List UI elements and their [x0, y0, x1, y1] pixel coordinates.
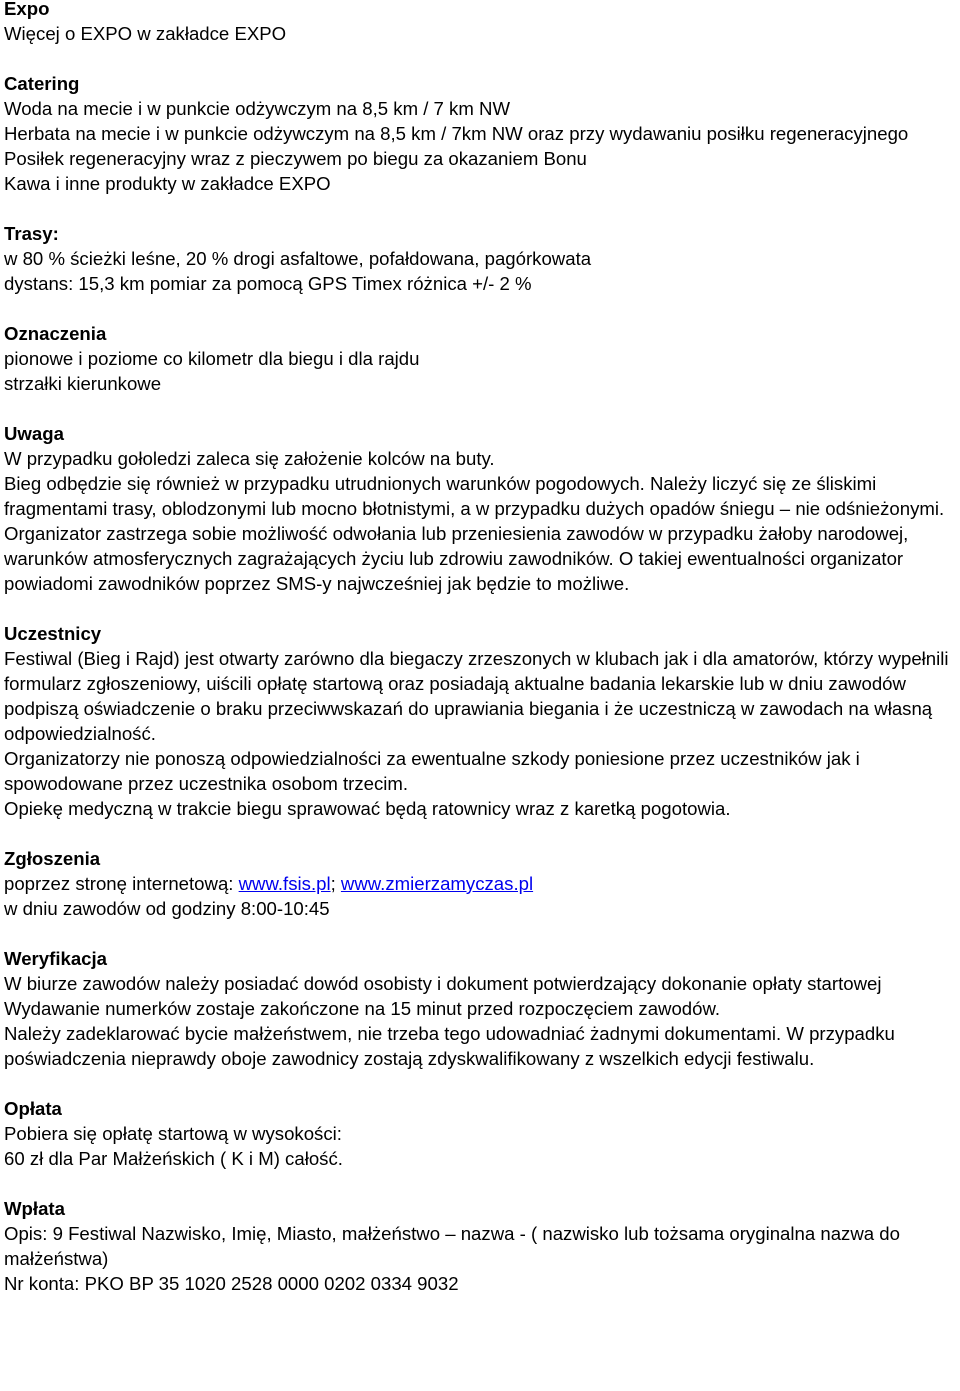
section-heading-trasy: Trasy:	[4, 223, 59, 244]
oznaczenia-line: pionowe i poziome co kilometr dla biegu i dla rajdu	[4, 348, 420, 369]
wplata-paragraph: Opis: 9 Festiwal Nazwisko, Imię, Miasto, małżeństwo – nazwa - ( nazwisko lub tożsama oryginalna nazwa do małżeństwa)	[4, 1223, 900, 1269]
uwaga-paragraph: W przypadku gołoledzi zaleca się założenie kolców na buty.	[4, 448, 495, 469]
section-trasy	[4, 221, 959, 296]
weryfikacja-paragraph: Należy zadeklarować bycie małżeństwem, nie trzeba tego udowadniać żadnymi dokumentami. W przypadku poświadczenia nieprawdy oboje zawodnicy zostają zdyskwalifikowany z wszelkich edycji festiwalu.	[4, 1023, 895, 1069]
section-expo	[4, 0, 959, 46]
section-heading-wplata: Wpłata	[4, 1198, 65, 1219]
section-uwaga	[4, 421, 959, 596]
weryfikacja-paragraph: W biurze zawodów należy posiadać dowód osobisty i dokument potwierdzający dokonanie opłaty startowej Wydawanie numerków zostaje zakończone na 15 minut przed rozpoczęciem zawodów.	[4, 973, 882, 1019]
catering-line: Posiłek regeneracyjny wraz z pieczywem po biegu za okazaniem Bonu	[4, 148, 587, 169]
link-separator: ;	[330, 873, 341, 894]
account-number: Nr konta: PKO BP 35 1020 2528 0000 0202 0334 9032	[4, 1273, 459, 1294]
section-heading-expo: Expo	[4, 0, 50, 19]
oplata-line: 60 zł dla Par Małżeńskich ( K i M) całość.	[4, 1148, 343, 1169]
section-heading-weryfikacja: Weryfikacja	[4, 948, 108, 969]
section-oznaczenia	[4, 321, 959, 396]
uwaga-paragraph: Bieg odbędzie się również w przypadku utrudnionych warunków pogodowych. Należy liczyć się ze śliskimi fragmentami trasy, oblodzonymi lub mocno błotnistymi, a w przypadku dużych opadów śniegu – nie odśnieżonymi.	[4, 473, 945, 519]
zmierzamyczas-link[interactable]: www.zmierzamyczas.pl	[340, 873, 534, 894]
section-uczestnicy	[4, 621, 959, 821]
section-heading-zgloszenia: Zgłoszenia	[4, 848, 101, 869]
catering-line: Kawa i inne produkty w zakładce EXPO	[4, 173, 331, 194]
uczestnicy-paragraph: Organizatorzy nie ponoszą odpowiedzialności za ewentualne szkody poniesione przez uczestników jak i spowodowane przez uczestnika osobom trzecim.	[4, 748, 860, 794]
section-oplata	[4, 1096, 959, 1171]
section-heading-oznaczenia: Oznaczenia	[4, 323, 107, 344]
oznaczenia-line: strzałki kierunkowe	[4, 373, 162, 394]
section-heading-uczestnicy: Uczestnicy	[4, 623, 102, 644]
document-body	[4, 0, 959, 1296]
section-catering	[4, 71, 959, 196]
zgloszenia-prefix: poprzez stronę internetową:	[4, 873, 239, 894]
uwaga-paragraph: Organizator zastrzega sobie możliwość odwołania lub przeniesienia zawodów w przypadku żałoby narodowej, warunków atmosferycznych zagrażających życiu lub zdrowiu zawodników. O takiej ewentualności organizator powiadomi zawodników poprzez SMS-y najwcześniej jak będzie to możliwe.	[4, 523, 909, 594]
fsis-link[interactable]: www.fsis.pl	[238, 873, 331, 894]
expo-line: Więcej o EXPO w zakładce EXPO	[4, 23, 287, 44]
trasy-line: w 80 % ścieżki leśne, 20 % drogi asfaltowe, pofałdowana, pagórkowata	[4, 248, 592, 269]
section-heading-oplata: Opłata	[4, 1098, 62, 1119]
zgloszenia-registration-line	[4, 871, 959, 896]
uczestnicy-paragraph: Opiekę medyczną w trakcie biegu sprawować będą ratownicy wraz z karetką pogotowia.	[4, 798, 731, 819]
section-zgloszenia	[4, 846, 959, 921]
catering-line: Herbata na mecie i w punkcie odżywczym na 8,5 km / 7km NW oraz przy wydawaniu posiłku regeneracyjnego	[4, 123, 909, 144]
section-heading-catering: Catering	[4, 73, 80, 94]
trasy-line: dystans: 15,3 km pomiar za pomocą GPS Timex różnica +/- 2 %	[4, 273, 532, 294]
section-heading-uwaga: Uwaga	[4, 423, 64, 444]
oplata-line: Pobiera się opłatę startową w wysokości:	[4, 1123, 342, 1144]
section-wplata	[4, 1196, 959, 1296]
uczestnicy-paragraph: Festiwal (Bieg i Rajd) jest otwarty zarówno dla biegaczy zrzeszonych w klubach jak i dla amatorów, którzy wypełnili formularz zgłoszeniowy, uiścili opłatę startową oraz posiadają aktualne badania lekarskie lub w dniu zawodów podpiszą oświadczenie o braku przeciwwskazań do uprawiania biegania i że uczestniczą w zawodach na własną odpowiedzialność.	[4, 648, 949, 744]
zgloszenia-time-line: w dniu zawodów od godziny 8:00-10:45	[4, 898, 330, 919]
section-weryfikacja	[4, 946, 959, 1071]
catering-line: Woda na mecie i w punkcie odżywczym na 8,5 km / 7 km NW	[4, 98, 510, 119]
